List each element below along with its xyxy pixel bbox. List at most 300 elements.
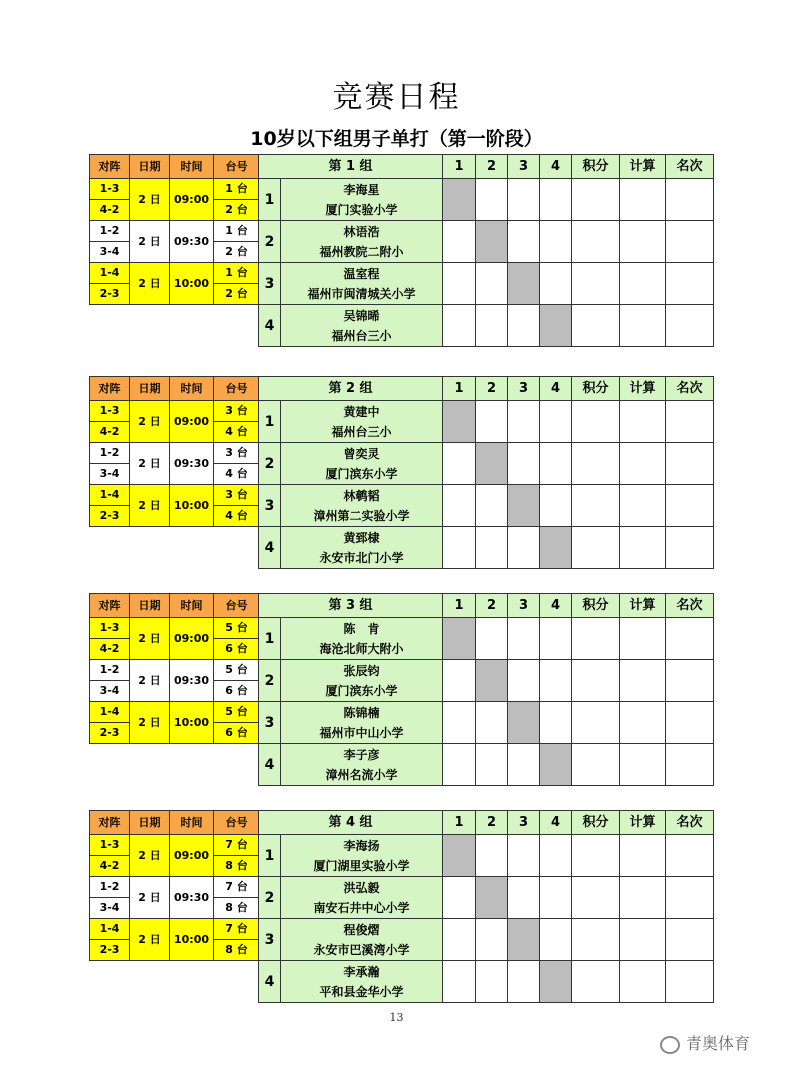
score-cell <box>476 527 508 569</box>
rank-cell <box>666 660 714 702</box>
table-number: 3 台 <box>214 401 260 422</box>
match-date: 2 日 <box>130 179 170 221</box>
diagonal-cell <box>508 702 540 744</box>
player-cell <box>281 702 443 744</box>
score-cell <box>508 305 540 347</box>
table-number: 3 台 <box>214 443 260 464</box>
player-row <box>259 305 714 347</box>
table-number: 2 台 <box>214 284 260 305</box>
points-cell <box>572 618 620 660</box>
calc-cell <box>620 919 666 961</box>
player-cell <box>281 485 443 527</box>
schedule-header: 日期 <box>130 155 170 179</box>
match-pair: 4-2 <box>90 639 130 660</box>
score-cell <box>508 443 540 485</box>
match-time: 09:30 <box>170 443 214 485</box>
player-cell <box>281 877 443 919</box>
rank-cell <box>666 961 714 1003</box>
result-header: 3 <box>508 811 540 835</box>
player-cell <box>281 305 443 347</box>
diagonal-cell <box>508 485 540 527</box>
match-pair: 2-3 <box>90 940 130 961</box>
player-row <box>259 179 714 221</box>
score-cell <box>443 527 476 569</box>
player-school: 厦门湖里实验小学 <box>313 858 410 873</box>
match-pair: 1-4 <box>90 263 130 284</box>
result-header: 积分 <box>572 811 620 835</box>
rank-cell <box>666 618 714 660</box>
match-date: 2 日 <box>130 485 170 527</box>
player-name: 程俊熠 <box>343 922 380 937</box>
table-number: 5 台 <box>214 618 260 639</box>
player-school: 福州市中山小学 <box>319 725 404 740</box>
player-name: 黄郅棣 <box>343 530 380 545</box>
points-cell <box>572 835 620 877</box>
result-header: 计算 <box>620 594 666 618</box>
result-header: 2 <box>476 594 508 618</box>
diagonal-cell <box>476 877 508 919</box>
table-number: 1 台 <box>214 263 260 284</box>
schedule-header: 时间 <box>170 377 214 401</box>
page-title: 竞赛日程 <box>332 80 461 115</box>
table-number: 8 台 <box>214 856 260 877</box>
result-header: 3 <box>508 155 540 179</box>
schedule-table <box>89 154 260 305</box>
group-name: 第 2 组 <box>259 377 443 401</box>
table-number: 4 台 <box>214 422 260 443</box>
points-cell <box>572 221 620 263</box>
points-cell <box>572 744 620 786</box>
result-header: 计算 <box>620 377 666 401</box>
diagonal-cell <box>476 221 508 263</box>
rank-cell <box>666 919 714 961</box>
player-row <box>259 485 714 527</box>
match-pair: 1-3 <box>90 618 130 639</box>
score-cell <box>508 877 540 919</box>
points-cell <box>572 263 620 305</box>
player-row <box>259 835 714 877</box>
rank-cell <box>666 263 714 305</box>
score-cell <box>540 660 572 702</box>
match-time: 10:00 <box>170 485 214 527</box>
calc-cell <box>620 660 666 702</box>
match-date: 2 日 <box>130 877 170 919</box>
player-cell <box>281 401 443 443</box>
player-row <box>259 527 714 569</box>
match-pair: 1-2 <box>90 660 130 681</box>
match-date: 2 日 <box>130 660 170 702</box>
player-name: 陈锦楠 <box>343 705 380 720</box>
player-row <box>259 618 714 660</box>
diagonal-cell <box>540 744 572 786</box>
table-number: 8 台 <box>214 898 260 919</box>
player-name: 林鹌韬 <box>343 488 380 503</box>
points-cell <box>572 702 620 744</box>
score-cell <box>508 527 540 569</box>
match-time: 09:00 <box>170 401 214 443</box>
result-header: 名次 <box>666 594 714 618</box>
diagonal-cell <box>508 263 540 305</box>
calc-cell <box>620 961 666 1003</box>
score-cell <box>443 221 476 263</box>
player-name: 李承瀚 <box>343 964 380 979</box>
player-cell <box>281 961 443 1003</box>
score-cell <box>540 919 572 961</box>
match-pair: 3-4 <box>90 898 130 919</box>
table-number: 3 台 <box>214 485 260 506</box>
schedule-header: 对阵 <box>90 594 130 618</box>
match-pair: 1-4 <box>90 919 130 940</box>
player-number: 3 <box>259 485 281 527</box>
player-name: 林语浩 <box>343 224 380 239</box>
score-cell <box>476 919 508 961</box>
diagonal-cell <box>476 660 508 702</box>
result-header: 2 <box>476 155 508 179</box>
score-cell <box>476 305 508 347</box>
result-header: 3 <box>508 594 540 618</box>
diagonal-cell <box>540 305 572 347</box>
score-cell <box>540 835 572 877</box>
calc-cell <box>620 305 666 347</box>
match-time: 09:00 <box>170 618 214 660</box>
score-cell <box>443 305 476 347</box>
schedule-header: 台号 <box>214 594 260 618</box>
match-pair: 1-3 <box>90 835 130 856</box>
match-pair: 4-2 <box>90 200 130 221</box>
table-number: 8 台 <box>214 940 260 961</box>
result-header: 名次 <box>666 811 714 835</box>
calc-cell <box>620 443 666 485</box>
match-time: 10:00 <box>170 702 214 744</box>
player-cell <box>281 618 443 660</box>
player-name: 陈 肯 <box>343 621 380 636</box>
player-cell <box>281 443 443 485</box>
table-number: 7 台 <box>214 835 260 856</box>
rank-cell <box>666 401 714 443</box>
points-cell <box>572 527 620 569</box>
schedule-header: 对阵 <box>90 377 130 401</box>
player-school: 永安市北门小学 <box>319 550 404 565</box>
match-pair: 1-2 <box>90 443 130 464</box>
score-cell <box>508 401 540 443</box>
results-table <box>258 376 714 569</box>
schedule-header: 对阵 <box>90 155 130 179</box>
player-number: 4 <box>259 305 281 347</box>
match-pair: 2-3 <box>90 723 130 744</box>
points-cell <box>572 919 620 961</box>
score-cell <box>476 179 508 221</box>
rank-cell <box>666 702 714 744</box>
score-cell <box>476 485 508 527</box>
match-time: 09:00 <box>170 835 214 877</box>
schedule-header: 日期 <box>130 811 170 835</box>
player-name: 张辰钧 <box>343 663 380 678</box>
player-cell <box>281 660 443 702</box>
result-header: 4 <box>540 811 572 835</box>
table-number: 5 台 <box>214 702 260 723</box>
score-cell <box>508 618 540 660</box>
results-table <box>258 810 714 1003</box>
player-school: 厦门滨东小学 <box>325 683 398 698</box>
result-header: 积分 <box>572 377 620 401</box>
match-pair: 1-4 <box>90 485 130 506</box>
player-school: 南安石井中心小学 <box>313 900 410 915</box>
points-cell <box>572 401 620 443</box>
score-cell <box>508 744 540 786</box>
score-cell <box>540 618 572 660</box>
player-number: 3 <box>259 919 281 961</box>
score-cell <box>476 744 508 786</box>
player-name: 黄建中 <box>343 404 380 419</box>
score-cell <box>443 919 476 961</box>
schedule-header: 时间 <box>170 811 214 835</box>
rank-cell <box>666 527 714 569</box>
score-cell <box>476 702 508 744</box>
score-cell <box>443 443 476 485</box>
score-cell <box>508 961 540 1003</box>
result-header: 计算 <box>620 155 666 179</box>
match-date: 2 日 <box>130 618 170 660</box>
table-number: 7 台 <box>214 919 260 940</box>
player-name: 李海星 <box>343 182 380 197</box>
match-time: 09:00 <box>170 179 214 221</box>
wechat-icon <box>660 1036 680 1054</box>
result-header: 1 <box>443 377 476 401</box>
match-pair: 2-3 <box>90 284 130 305</box>
group-name: 第 4 组 <box>259 811 443 835</box>
match-pair: 1-3 <box>90 401 130 422</box>
score-cell <box>508 221 540 263</box>
results-table <box>258 154 714 347</box>
player-number: 4 <box>259 527 281 569</box>
score-cell <box>508 179 540 221</box>
player-number: 2 <box>259 877 281 919</box>
player-row <box>259 263 714 305</box>
player-row <box>259 961 714 1003</box>
watermark-text: 青奥体育 <box>686 1034 751 1053</box>
results-table <box>258 593 714 786</box>
diagonal-cell <box>443 618 476 660</box>
match-pair: 3-4 <box>90 242 130 263</box>
result-header: 3 <box>508 377 540 401</box>
schedule-header: 台号 <box>214 377 260 401</box>
player-number: 1 <box>259 835 281 877</box>
score-cell <box>540 221 572 263</box>
player-school: 福州台三小 <box>331 424 392 439</box>
match-pair: 2-3 <box>90 506 130 527</box>
score-cell <box>540 401 572 443</box>
player-school: 厦门实验小学 <box>325 202 398 217</box>
player-number: 2 <box>259 443 281 485</box>
table-number: 7 台 <box>214 877 260 898</box>
match-time: 09:30 <box>170 221 214 263</box>
rank-cell <box>666 179 714 221</box>
player-number: 1 <box>259 618 281 660</box>
table-number: 4 台 <box>214 464 260 485</box>
points-cell <box>572 179 620 221</box>
calc-cell <box>620 221 666 263</box>
result-header: 积分 <box>572 155 620 179</box>
score-cell <box>443 744 476 786</box>
group-name: 第 3 组 <box>259 594 443 618</box>
player-school: 平和县金华小学 <box>319 984 404 999</box>
points-cell <box>572 305 620 347</box>
player-name: 洪弘毅 <box>343 880 380 895</box>
group-name: 第 1 组 <box>259 155 443 179</box>
points-cell <box>572 443 620 485</box>
score-cell <box>476 618 508 660</box>
calc-cell <box>620 835 666 877</box>
player-row <box>259 919 714 961</box>
match-pair: 1-3 <box>90 179 130 200</box>
player-row <box>259 443 714 485</box>
diagonal-cell <box>540 961 572 1003</box>
match-time: 10:00 <box>170 919 214 961</box>
score-cell <box>476 961 508 1003</box>
match-pair: 4-2 <box>90 422 130 443</box>
calc-cell <box>620 702 666 744</box>
schedule-header: 台号 <box>214 811 260 835</box>
score-cell <box>443 263 476 305</box>
player-school: 永安市巴溪湾小学 <box>313 942 410 957</box>
result-header: 4 <box>540 594 572 618</box>
rank-cell <box>666 443 714 485</box>
page-number: 13 <box>389 1011 404 1024</box>
player-number: 3 <box>259 702 281 744</box>
match-pair: 4-2 <box>90 856 130 877</box>
match-date: 2 日 <box>130 702 170 744</box>
page-subtitle: 10岁以下组男子单打（第一阶段） <box>250 128 543 150</box>
player-school: 福州台三小 <box>331 328 392 343</box>
diagonal-cell <box>443 835 476 877</box>
player-name: 李海扬 <box>343 838 380 853</box>
score-cell <box>443 702 476 744</box>
player-name: 吴锦晞 <box>343 308 380 323</box>
diagonal-cell <box>443 401 476 443</box>
match-pair: 1-4 <box>90 702 130 723</box>
diagonal-cell <box>476 443 508 485</box>
player-cell <box>281 919 443 961</box>
rank-cell <box>666 877 714 919</box>
rank-cell <box>666 305 714 347</box>
player-row <box>259 877 714 919</box>
match-date: 2 日 <box>130 443 170 485</box>
match-time: 10:00 <box>170 263 214 305</box>
score-cell <box>476 835 508 877</box>
player-name: 温室程 <box>343 266 380 281</box>
player-school: 海沧北师大附小 <box>319 641 404 656</box>
player-school: 漳州第二实验小学 <box>313 508 410 523</box>
player-row <box>259 660 714 702</box>
player-name: 曾奕灵 <box>343 446 380 461</box>
match-pair: 1-2 <box>90 877 130 898</box>
player-number: 1 <box>259 401 281 443</box>
score-cell <box>540 443 572 485</box>
table-number: 5 台 <box>214 660 260 681</box>
match-pair: 1-2 <box>90 221 130 242</box>
calc-cell <box>620 401 666 443</box>
result-header: 1 <box>443 594 476 618</box>
table-number: 2 台 <box>214 242 260 263</box>
player-cell <box>281 263 443 305</box>
schedule-table <box>89 810 260 961</box>
result-header: 计算 <box>620 811 666 835</box>
score-cell <box>443 961 476 1003</box>
player-number: 4 <box>259 961 281 1003</box>
diagonal-cell <box>443 179 476 221</box>
score-cell <box>540 263 572 305</box>
diagonal-cell <box>508 919 540 961</box>
result-header: 2 <box>476 377 508 401</box>
player-cell <box>281 835 443 877</box>
player-number: 4 <box>259 744 281 786</box>
rank-cell <box>666 221 714 263</box>
player-school: 福州教院二附小 <box>319 244 404 259</box>
match-date: 2 日 <box>130 835 170 877</box>
calc-cell <box>620 179 666 221</box>
player-school: 漳州名流小学 <box>325 767 398 782</box>
points-cell <box>572 961 620 1003</box>
schedule-table <box>89 593 260 744</box>
rank-cell <box>666 485 714 527</box>
player-cell <box>281 221 443 263</box>
watermark <box>660 1031 750 1054</box>
score-cell <box>540 877 572 919</box>
match-pair: 3-4 <box>90 464 130 485</box>
player-row <box>259 702 714 744</box>
schedule-table <box>89 376 260 527</box>
points-cell <box>572 660 620 702</box>
score-cell <box>443 660 476 702</box>
score-cell <box>508 835 540 877</box>
table-number: 2 台 <box>214 200 260 221</box>
score-cell <box>476 263 508 305</box>
player-number: 2 <box>259 221 281 263</box>
match-date: 2 日 <box>130 221 170 263</box>
schedule-header: 时间 <box>170 155 214 179</box>
player-school: 福州市闽清城关小学 <box>307 286 416 301</box>
result-header: 积分 <box>572 594 620 618</box>
score-cell <box>540 179 572 221</box>
player-cell <box>281 744 443 786</box>
schedule-header: 日期 <box>130 377 170 401</box>
result-header: 4 <box>540 155 572 179</box>
calc-cell <box>620 263 666 305</box>
schedule-header: 对阵 <box>90 811 130 835</box>
schedule-header: 时间 <box>170 594 214 618</box>
player-cell <box>281 527 443 569</box>
player-row <box>259 744 714 786</box>
result-header: 4 <box>540 377 572 401</box>
table-number: 6 台 <box>214 639 260 660</box>
diagonal-cell <box>540 527 572 569</box>
player-number: 1 <box>259 179 281 221</box>
result-header: 名次 <box>666 155 714 179</box>
player-row <box>259 221 714 263</box>
match-date: 2 日 <box>130 401 170 443</box>
table-number: 6 台 <box>214 723 260 744</box>
score-cell <box>540 485 572 527</box>
result-header: 1 <box>443 811 476 835</box>
score-cell <box>443 485 476 527</box>
points-cell <box>572 485 620 527</box>
player-row <box>259 401 714 443</box>
player-school: 厦门滨东小学 <box>325 466 398 481</box>
schedule-header: 日期 <box>130 594 170 618</box>
score-cell <box>443 877 476 919</box>
score-cell <box>508 660 540 702</box>
match-time: 09:30 <box>170 877 214 919</box>
